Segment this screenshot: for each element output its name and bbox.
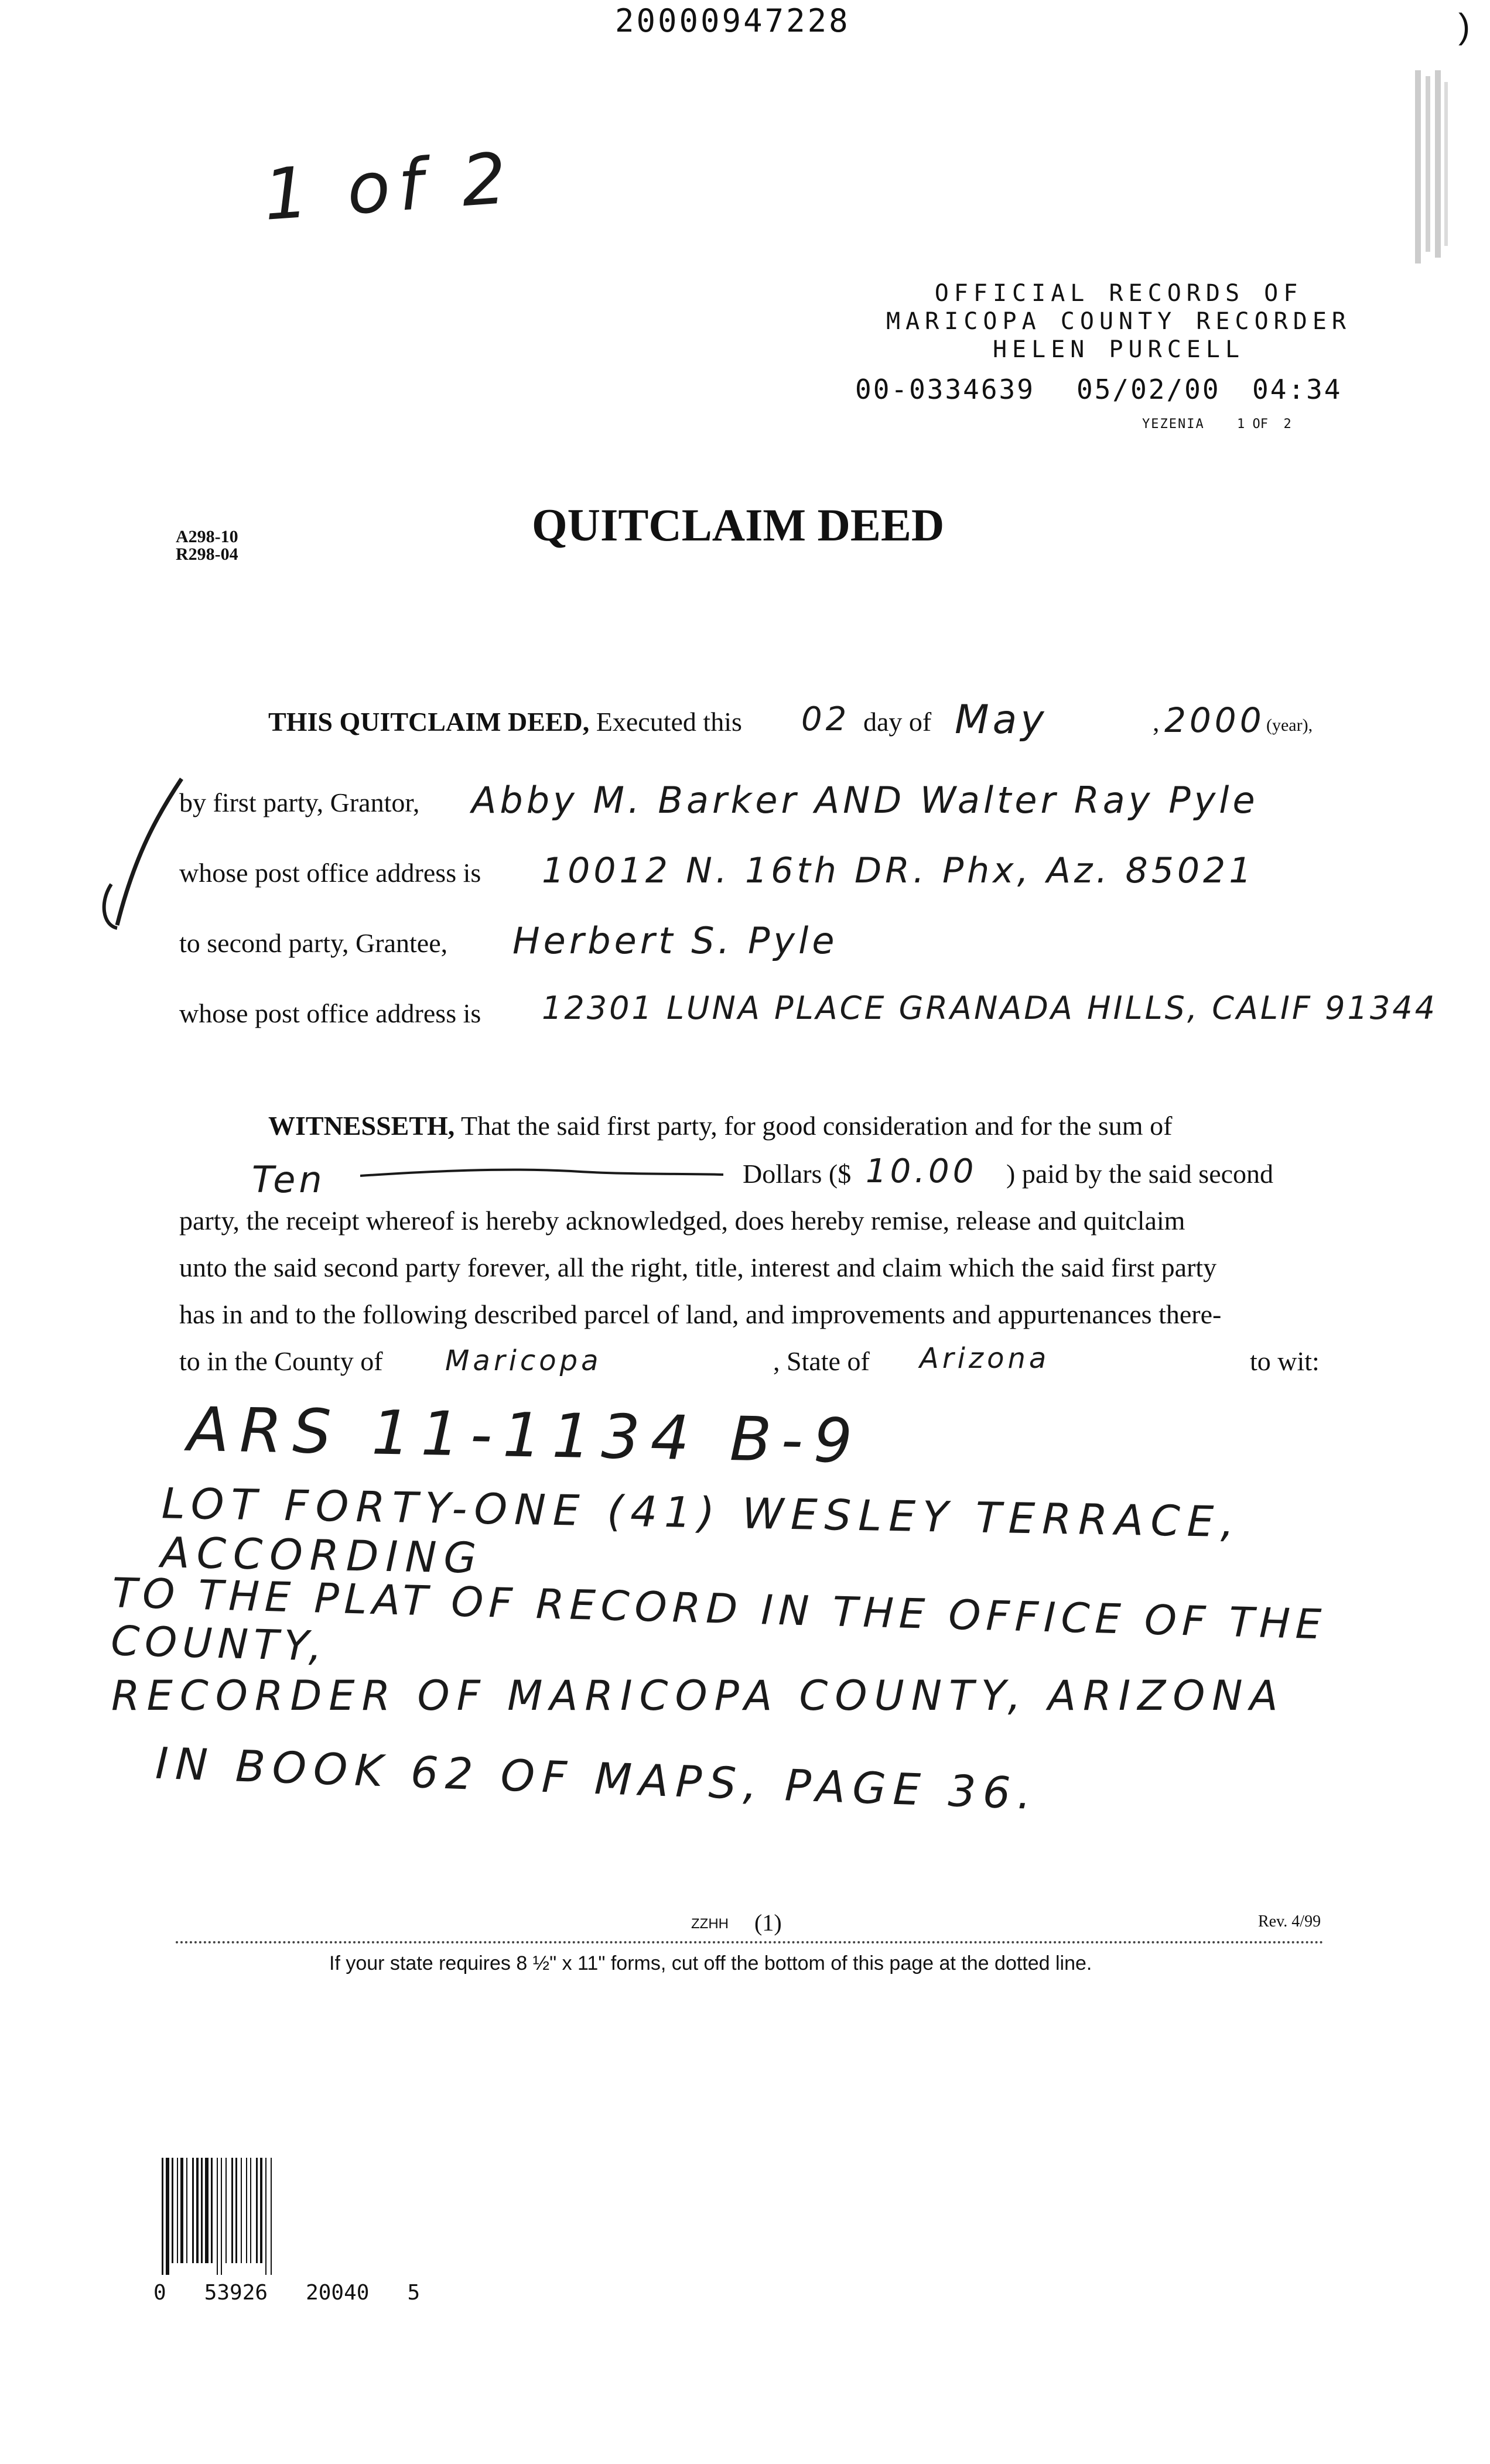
amount-value: 10.00	[866, 1152, 978, 1190]
legal-line-4: RECORDER OF MARICOPA COUNTY, ARIZONA	[111, 1672, 1285, 1720]
recorder-clerk: YEZENIA	[1142, 417, 1205, 432]
to-wit: to wit:	[1250, 1346, 1320, 1376]
legal-line-1: ARS 11-1134 B-9	[187, 1393, 864, 1477]
witness-lead: WITNESSETH,	[268, 1111, 455, 1141]
grantee-value: Herbert S. Pyle	[512, 919, 838, 962]
page-marker: 1 of 2	[261, 138, 517, 237]
barcode-bar	[235, 2158, 237, 2263]
grantor-address-label: whose post office address is	[179, 858, 481, 888]
margin-mark: )	[1458, 6, 1470, 46]
barcode-bar	[172, 2158, 173, 2263]
recorder-line3: HELEN PURCELL	[992, 336, 1245, 363]
witness-line3: party, the receipt whereof is hereby acknowledged, does hereby remise, release and quitclaim	[179, 1206, 1185, 1236]
record-number: 00-0334639	[855, 374, 1035, 405]
legal-line-2: LOT FORTY-ONE (41) WESLEY TERRACE, ACCORDING	[160, 1479, 1242, 1583]
intro-year-label: (year),	[1266, 716, 1313, 735]
record-time: 04:34	[1252, 374, 1342, 405]
witness-line2-rest: ) paid by the said second	[1006, 1159, 1274, 1189]
intro-day-value: 02	[801, 700, 850, 738]
cut-line	[176, 1941, 1324, 1943]
barcode-bar	[271, 2158, 272, 2275]
document-number: 20000947228	[615, 2, 850, 39]
footer-rev: Rev. 4/99	[1258, 1912, 1321, 1931]
grantor-label: by first party, Grantor,	[179, 788, 420, 817]
intro-line	[268, 709, 742, 735]
legal-line-3: TO THE PLAT OF RECORD IN THE OFFICE OF THE COUNTY,	[110, 1569, 1328, 1671]
intro-year-value: 2000	[1164, 700, 1265, 740]
side-stamp-texture	[1415, 70, 1448, 263]
barcode-bar	[250, 2158, 251, 2263]
amount-fill-line	[360, 1165, 723, 1183]
recorder-line1: OFFICIAL RECORDS OF	[934, 280, 1303, 307]
intro-executed: Executed this	[596, 707, 742, 737]
barcode-bar	[166, 2158, 169, 2275]
barcode-bar	[196, 2158, 199, 2263]
margin-bracket	[94, 767, 193, 943]
intro-lead: THIS QUITCLAIM DEED,	[268, 707, 590, 737]
footer-page: (1)	[754, 1909, 782, 1936]
grantee-address-value: 12301 LUNA PLACE GRANADA HILLS, CALIF 91344	[542, 990, 1437, 1026]
barcode-bars	[162, 2158, 272, 2275]
witness-line6-start: to in the County of	[179, 1346, 383, 1376]
intro-month-value: May	[955, 697, 1048, 743]
barcode-bar	[192, 2158, 194, 2263]
barcode-bar	[260, 2158, 262, 2263]
form-code-r: R298-04	[176, 545, 238, 564]
barcode-bar	[231, 2158, 233, 2263]
cut-note: If your state requires 8 ½" x 11" forms, cut off the bottom of this page at the dotted line.	[329, 1952, 1092, 1974]
witness-line5: has in and to the following described parcel of land, and improvements and appurtenances there-	[179, 1299, 1222, 1329]
state-value: Arizona	[920, 1342, 1050, 1375]
witness-line1	[268, 1113, 1172, 1139]
barcode-bar	[256, 2158, 258, 2263]
side-stamp	[1412, 70, 1453, 269]
grantor-address-value: 10012 N. 16th DR. Phx, Az. 85021	[542, 850, 1255, 891]
county-value: Maricopa	[445, 1344, 602, 1377]
barcode-bar	[225, 2158, 227, 2263]
grantee-label: to second party, Grantee,	[179, 928, 448, 958]
barcode-bar	[201, 2158, 203, 2263]
witness-line1-rest: That the said first party, for good consideration and for the sum of	[460, 1111, 1173, 1141]
barcode-bar	[265, 2158, 266, 2275]
deed-title: QUITCLAIM DEED	[532, 499, 945, 550]
grantor-value: Abby M. Barker AND Walter Ray Pyle	[471, 779, 1259, 822]
recorder-line2: MARICOPA COUNTY RECORDER	[886, 308, 1351, 335]
form-code-a: A298-10	[176, 527, 238, 546]
barcode-bar	[186, 2158, 187, 2263]
intro-day-of: day of	[863, 707, 932, 737]
barcode-bar	[217, 2158, 218, 2275]
barcode-bar	[211, 2158, 213, 2263]
barcode-bar	[205, 2158, 209, 2263]
barcode	[158, 2158, 357, 2275]
intro-comma: ,	[1153, 707, 1160, 737]
dollars-label: Dollars ($	[743, 1159, 852, 1189]
legal-line-5: IN BOOK 62 OF MAPS, PAGE 36.	[154, 1738, 1040, 1820]
state-label: , State of	[773, 1346, 870, 1376]
record-date: 05/02/00	[1077, 374, 1221, 405]
barcode-bar	[177, 2158, 178, 2263]
barcode-bar	[180, 2158, 183, 2263]
barcode-bar	[162, 2158, 163, 2275]
grantee-address-label: whose post office address is	[179, 998, 481, 1028]
witness-line4: unto the said second party forever, all the right, title, interest and claim which the said first party	[179, 1252, 1217, 1282]
barcode-bar	[221, 2158, 222, 2275]
barcode-digits: 0 53926 20040 5	[153, 2281, 421, 2305]
recorder-page-of: 1 OF 2	[1237, 417, 1291, 432]
recorder-stamp	[855, 280, 1382, 363]
barcode-bar	[241, 2158, 242, 2263]
amount-words: Ten	[252, 1158, 326, 1201]
barcode-bar	[246, 2158, 247, 2263]
footer-code: ZZHH	[691, 1916, 729, 1932]
